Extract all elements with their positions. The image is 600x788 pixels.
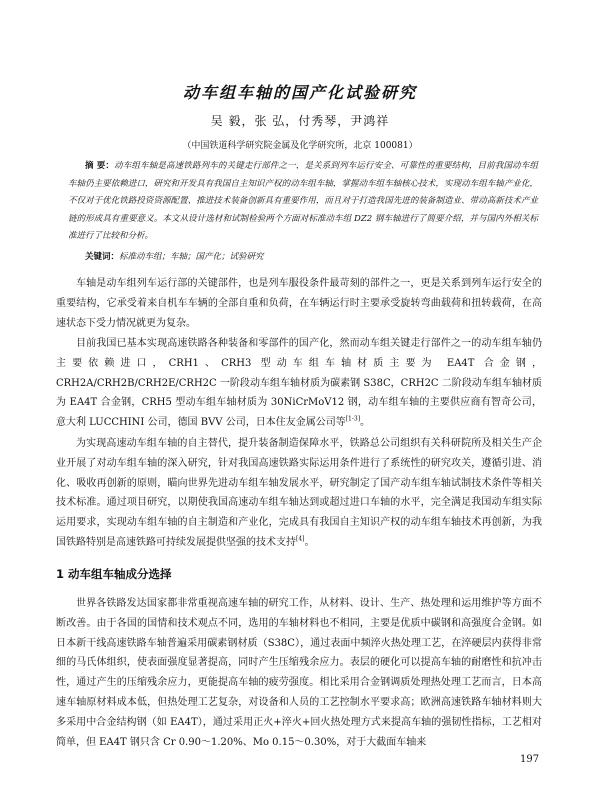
abstract-label: 摘 要： (85, 161, 115, 171)
body-paragraph: 世界各铁路发达国家都非常重视高速车轴的研究工作，从材料、设计、生产、热处理和运用维护等方面不断改善。由于各国的国情和技术观点不同，选用的车轴材料也不相同，主要是优质中碳钢和高强度合金钢。如日本新干线高速铁路车轴普遍采用碳素钢材质（S38C），通过表面中频淬火热处理工艺，在淬硬层内获得非常细的马氏体组织，使表面强度显著提高，同时产生压缩残余应力。表层的硬化可以提高车轴的耐磨性和抗冲击性，通过产生的压缩残余应力，更能提高车轴的疲劳强度。相比采用合金钢调质处理热处理工艺而言，日本高速车轴原材料成本低，但热处理工艺复杂，对设备和人员的工艺控制水平要求高；欧洲高速铁路车轴材料则大多采用中合金结构钢（如 EA4T），通过采用正火+淬火+回火热处理方式来提高车轴的强韧性指标，工艺相对简单，但 EA4T 钢只含 Cr 0.90～1.20%、Mo 0.15～0.30%，对于大截面车轴来 (56, 598, 542, 748)
body-paragraph: 目前我国已基本实现高速铁路各种装备和零部件的国产化，然而动车组关键走行部件之一的动车组车轴仍主要依赖进口，CRH1、CRH3 型动车组车轴材质主要为 EA4T 合金钢，CRH2A/CRH2B/CRH2E/CRH2C 一阶段动车组车轴材质为碳素钢 S38C，CRH2C 二阶段动车组车轴材质为 EA4T 合金钢，CRH5 型动车组车轴材质为 30NiCrMoV12 钢，动车组车轴的主要供应商有智奇公司，意大利 LUCCHINI 公司，德国 BVV 公司，日本住友金属公司等[1-3]。 (56, 338, 542, 429)
paragraph-text: 为实现高速动车组车轴的自主替代，提升装备制造保障水平，铁路总公司组织有关科研院所及相关生产企业开展了对动车组车轴的深入研究，针对我国高速铁路实际运用条件进行了系统性的研究攻关，遵循引进、消化、吸收再创新的原则，瞄向世界先进动车组车轴发展水平，研究制定了国产动车组车轴试制技术条件等相关技术标准。通过项目研究，以期使我国高速动车组车轴达到或超过进口车轴的水平，完全满足我国动车组实际运用要求，实现动车组车轴的自主制造和产业化，完成具有我国自主知识产权的动车组车轴技术再创新，为我国铁路特别是高速铁路可持续发展提供坚强的技术支持 (56, 438, 542, 548)
citation: [4] (296, 535, 305, 543)
paper-title: 动车组车轴的国产化试验研究 (182, 83, 417, 102)
citation: [1-3] (345, 415, 361, 423)
affiliation: （中国铁道科学研究院金属及化学研究所，北京 100081） (182, 141, 418, 151)
section-heading: 1 动车组车轴成分选择 (56, 567, 172, 581)
body-paragraph: 为实现高速动车组车轴的自主替代，提升装备制造保障水平，铁路总公司组织有关科研院所及相关生产企业开展了对动车组车轴的深入研究，针对我国高速铁路实际运用条件进行了系统性的研究攻关，遵循引进、消化、吸收再创新的原则，瞄向世界先进动车组车轴发展水平，研究制定了国产动车组车轴试制技术条件等相关技术标准。通过项目研究，以期使我国高速动车组车轴达到或超过进口车轴的水平，完全满足我国动车组实际运用要求，实现动车组车轴的自主制造和产业化，完成具有我国自主知识产权的动车组车轴技术再创新，为我国铁路特别是高速铁路可持续发展提供坚强的技术支持[4]。 (56, 438, 542, 548)
page-number: 197 (520, 754, 540, 765)
author-list: 吴 毅，张 弘，付秀琴，尹鸿祥 (210, 114, 390, 128)
keywords-label: 关键词： (85, 252, 120, 262)
keywords (68, 249, 538, 266)
paragraph-text: 目前我国已基本实现高速铁路各种装备和零部件的国产化，然而动车组关键走行部件之一的动车组车轴仍主要依赖进口，CRH1、CRH3 型动车组车轴材质主要为 EA4T 合金钢，CRH2A/CRH2B/CRH2E/CRH2C 一阶段动车组车轴材质为碳素钢 S38C，CRH2C 二阶段动车组车轴材质为 EA4T 合金钢，CRH5 型动车组车轴材质为 30NiCrMoV12 钢，动车组车轴的主要供应商有智奇公司，意大利 LUCCHINI 公司，德国 BVV 公司，日本住友金属公司等 (56, 338, 542, 429)
abstract-text: 动车组车轴是高速铁路列车的关键走行部件之一，是关系到列车运行安全、可靠性的重要结构，目前我国动车组车轴仍主要依赖进口，研究和开发具有我国自主知识产权的动车组车轴，掌握动车组车轴核心技术，实现动车组车轴产业化，不仅对于优化铁路投资资源配置、推进技术装备创新具有重要作用，而且对于打造我国先进的装备制造业、带动高新技术产业链的形成具有重要意义。本文从设计选材和试制检验两个方面对标准动车组 DZ2 钢车轴进行了简要介绍，并与国内外相关标准进行了比较和分析。 (68, 161, 538, 241)
keywords-text: 标准动车组；车轴；国产化；试验研究 (119, 252, 264, 262)
abstract (68, 158, 538, 246)
body-paragraph: 车轴是动车组列车运行部的关键部件，也是列车服役条件最苛刻的部件之一，更是关系到列车运行安全的重要结构，它承受着来自机车车辆的全部自重和负荷，在车辆运行时主要承受旋转弯曲载荷和扭转载荷，在高速状态下受力情况就更为复杂。 (56, 278, 542, 329)
